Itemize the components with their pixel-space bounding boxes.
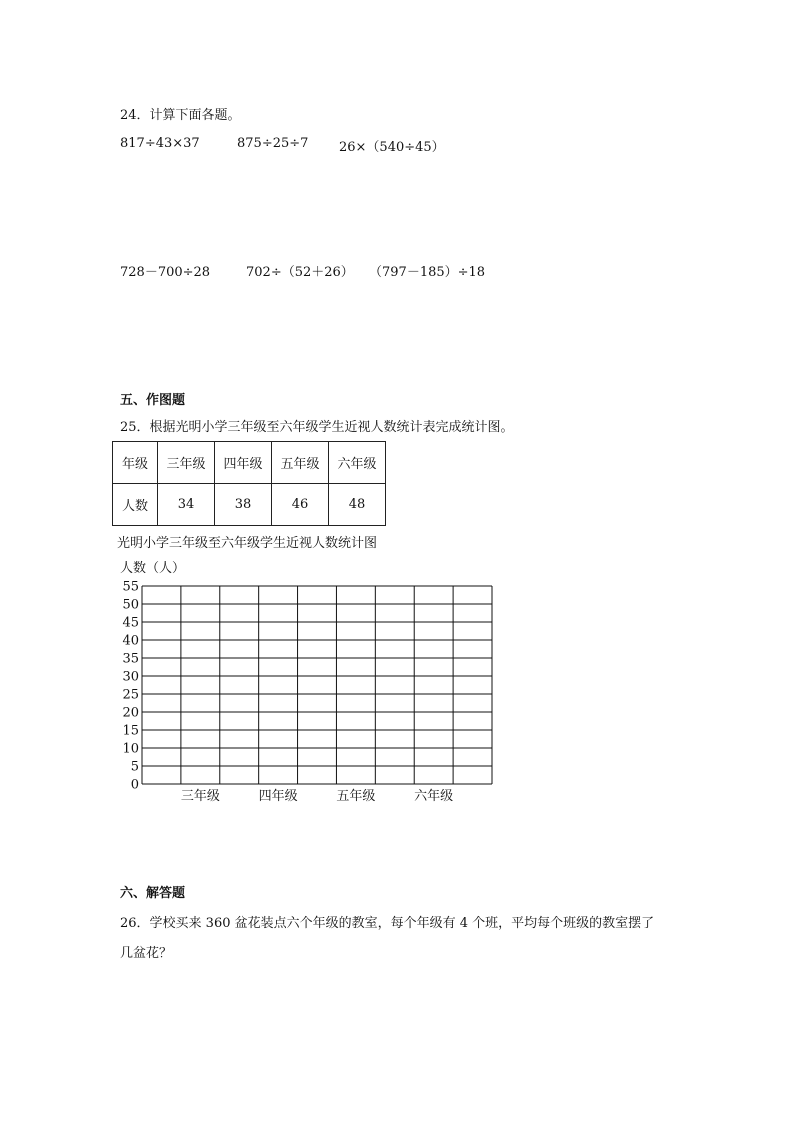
expression: 702÷（52＋26） (246, 265, 354, 280)
y-tick-label: 55 (122, 579, 139, 595)
question-24-title: 24．计算下面各题。 (120, 108, 241, 123)
y-tick-label: 45 (122, 615, 139, 631)
y-tick-label: 15 (122, 723, 139, 739)
y-tick-label: 30 (122, 669, 139, 685)
y-axis-label: 人数（人） (120, 561, 186, 576)
y-tick-label: 40 (122, 633, 139, 649)
expression: 875÷25÷7 (237, 136, 309, 151)
x-tick-label: 三年级 (180, 789, 220, 804)
bar-chart-grid (110, 556, 500, 810)
expression: 817÷43×37 (120, 136, 200, 151)
x-tick-label: 四年级 (258, 789, 298, 804)
grid-lines (142, 586, 492, 784)
x-tick-labels (181, 788, 453, 804)
table-cell: 46 (272, 484, 329, 526)
expression: （797－185）÷18 (369, 265, 486, 280)
question-25-title: 25．根据光明小学三年级至六年级学生近视人数统计表完成统计图。 (120, 420, 514, 435)
table-cell: 年级 (113, 442, 158, 484)
expression: 728－700÷28 (120, 265, 211, 280)
question-26-line1: 26．学校买来 360 盆花装点六个年级的教室，每个年级有 4 个班，平均每个班级的教室摆了 (120, 916, 655, 931)
table-cell: 48 (329, 484, 386, 526)
y-tick-label: 25 (122, 687, 139, 703)
statistics-table (112, 441, 386, 526)
table-cell: 五年级 (272, 442, 329, 484)
y-tick-label: 35 (122, 651, 139, 667)
table-cell: 人数 (113, 484, 158, 526)
table-header-row (113, 442, 386, 484)
expression: 26×（540÷45） (339, 140, 445, 155)
chart-title: 光明小学三年级至六年级学生近视人数统计图 (117, 536, 378, 551)
table-row (113, 484, 386, 526)
table-cell: 三年级 (158, 442, 215, 484)
x-tick-label: 五年级 (336, 789, 376, 804)
y-tick-label: 50 (122, 597, 139, 613)
x-tick-label: 六年级 (414, 789, 454, 804)
y-tick-label: 0 (130, 777, 139, 793)
y-tick-label: 5 (130, 759, 139, 775)
table-cell: 六年级 (329, 442, 386, 484)
y-tick-labels (122, 580, 139, 793)
y-tick-label: 10 (122, 741, 139, 757)
section-5-title: 五、作图题 (120, 393, 186, 408)
table-cell: 38 (215, 484, 272, 526)
table-cell: 34 (158, 484, 215, 526)
table-cell: 四年级 (215, 442, 272, 484)
section-6-title: 六、解答题 (120, 886, 186, 901)
question-26-line2: 几盆花？ (120, 946, 173, 961)
y-tick-label: 20 (122, 705, 139, 721)
